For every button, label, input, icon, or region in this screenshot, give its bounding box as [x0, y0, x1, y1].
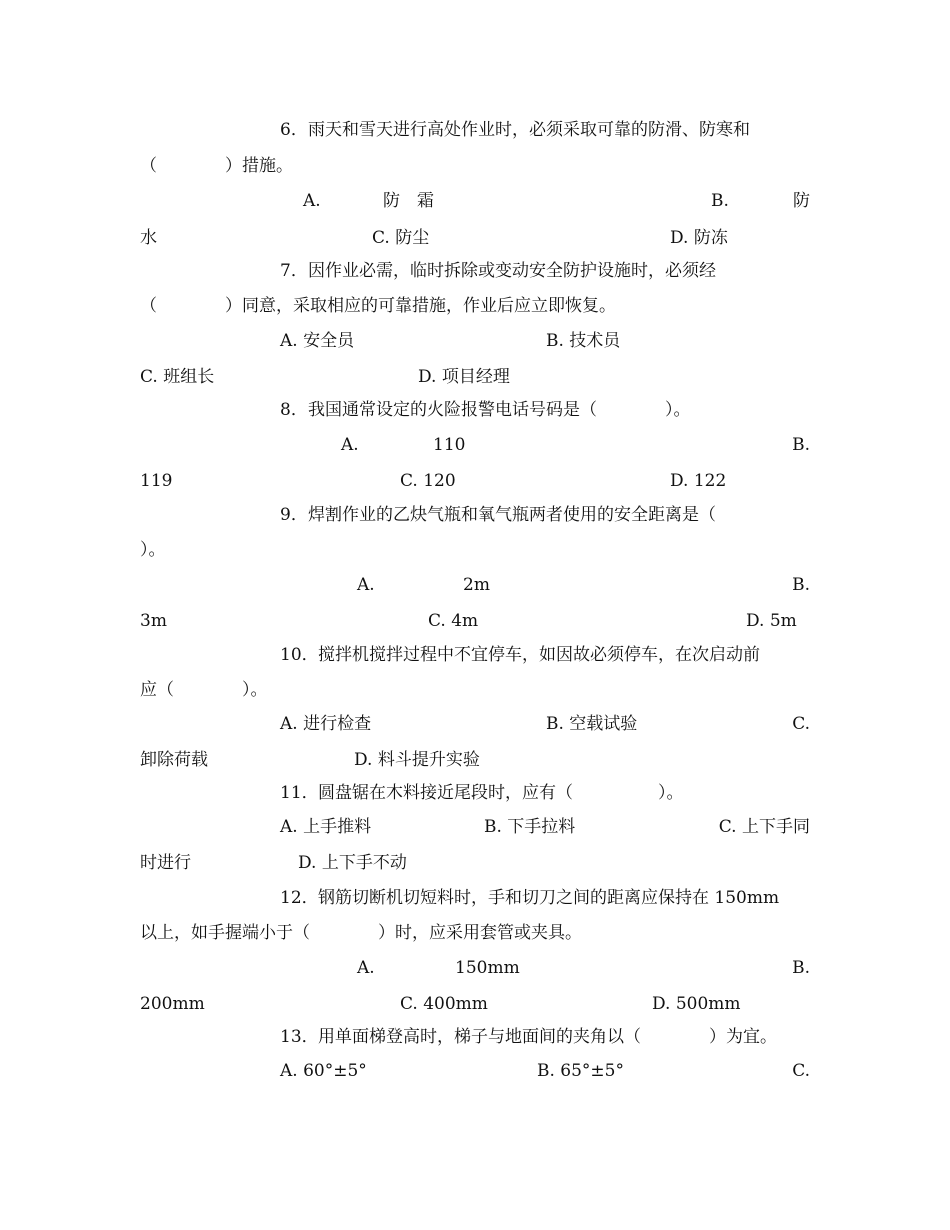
question-text: 我国通常设定的火险报警电话号码是（ ）。: [308, 400, 691, 420]
option-b-text: 119: [140, 471, 173, 491]
option-b-letter: B.: [792, 958, 810, 978]
option-a-text: 2m: [463, 575, 490, 595]
question-text: 以上，如手握端小于（ ）时，应采用套管或夹具。: [140, 923, 582, 943]
option-c-letter: C.: [792, 714, 810, 734]
question-number: 12．: [280, 888, 319, 908]
question-text: 应（ ）。: [140, 680, 268, 700]
question-text: ）。: [140, 540, 166, 560]
question-text: 圆盘锯在木料接近尾段时，应有（ ）。: [318, 783, 684, 803]
question-number: 11．: [280, 783, 319, 803]
option-b: B. 技术员: [546, 331, 621, 351]
option-c: C. 班组长: [140, 367, 215, 387]
option-d: D. 项目经理: [418, 367, 510, 387]
option-a: A. 上手推料: [280, 817, 372, 837]
option-a: A. 60°±5°: [280, 1061, 367, 1081]
option-b-text-cont: 水: [140, 228, 157, 248]
option-a-letter: A.: [303, 191, 321, 211]
option-c-letter: C.: [792, 1061, 810, 1081]
question-text: 用单面梯登高时，梯子与地面间的夹角以（ ）为宜。: [318, 1027, 777, 1047]
option-d: D. 防冻: [670, 228, 728, 248]
question-number: 10．: [280, 645, 319, 665]
option-a-letter: A.: [357, 958, 375, 978]
option-d: D. 500mm: [652, 994, 741, 1014]
option-c: C. 400mm: [400, 994, 488, 1014]
option-a: A. 安全员: [280, 331, 355, 351]
option-a: A. 进行检查: [280, 714, 372, 734]
option-a-letter: A.: [341, 435, 359, 455]
option-b-letter: B.: [711, 191, 729, 211]
question-text: 搅拌机搅拌过程中不宜停车，如因故必须停车，在次启动前: [318, 645, 760, 665]
question-text: 雨天和雪天进行高处作业时，必须采取可靠的防滑、防寒和: [308, 120, 750, 140]
option-d: D. 5m: [746, 611, 797, 631]
option-c: C. 4m: [428, 611, 479, 631]
question-number: 8．: [280, 400, 308, 420]
option-b: B. 65°±5°: [537, 1061, 624, 1081]
option-b: B. 空载试验: [546, 714, 638, 734]
option-c-cont: 时进行: [140, 853, 191, 873]
option-d: D. 上下手不动: [298, 853, 407, 873]
option-b-text: 3m: [140, 611, 167, 631]
option-c: C. 120: [400, 471, 456, 491]
question-text: （ ）同意，采取相应的可靠措施，作业后应立即恢复。: [140, 296, 616, 316]
option-b-letter: B.: [792, 575, 810, 595]
option-a-text: 防 霜: [383, 191, 434, 211]
option-a-text: 150mm: [455, 958, 520, 978]
question-text: 焊割作业的乙炔气瓶和氧气瓶两者使用的安全距离是（: [308, 505, 716, 525]
option-b-letter: B.: [792, 435, 810, 455]
option-c-text: 卸除荷载: [140, 750, 208, 770]
question-number: 9．: [280, 505, 308, 525]
question-number: 6．: [280, 120, 308, 140]
option-a-letter: A.: [357, 575, 375, 595]
option-c: C. 防尘: [372, 228, 430, 248]
option-b: B. 下手拉料: [484, 817, 576, 837]
question-text: 钢筋切断机切短料时，手和切刀之间的距离应保持在 150mm: [318, 888, 780, 908]
option-c: C. 上下手同: [718, 817, 810, 837]
option-d: D. 料斗提升实验: [354, 750, 480, 770]
question-text: 因作业必需，临时拆除或变动安全防护设施时，必须经: [308, 261, 716, 281]
question-number: 7．: [280, 261, 308, 281]
option-d: D. 122: [670, 471, 727, 491]
option-a-text: 110: [433, 435, 466, 455]
option-b-text: 200mm: [140, 994, 205, 1014]
question-number: 13．: [280, 1027, 319, 1047]
option-b-text: 防: [793, 191, 810, 211]
question-text: （ ）措施。: [140, 156, 293, 176]
